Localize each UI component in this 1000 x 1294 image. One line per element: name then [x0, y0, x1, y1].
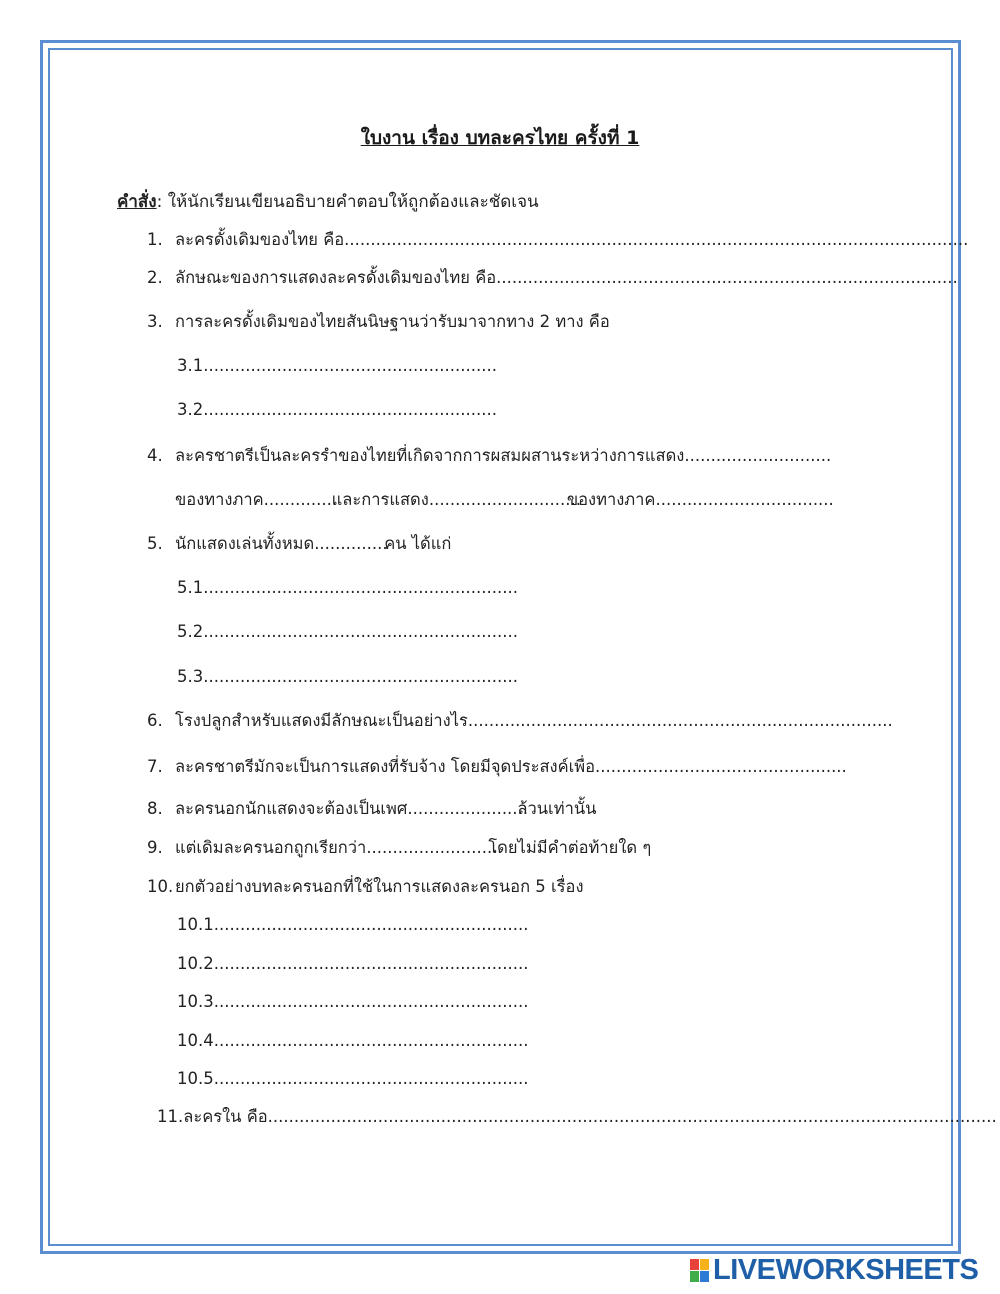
answer-blank[interactable]: ............................................................ [203, 622, 518, 641]
sub-item-10-5 [177, 1068, 529, 1090]
answer-blank[interactable]: ................................................................................. [467, 711, 893, 730]
question-1 [147, 229, 969, 251]
question-text: ล้วนเท่านั้น [517, 799, 597, 818]
question-text: ลักษณะของการแสดงละครดั้งเดิมของไทย คือ [175, 268, 497, 287]
answer-blank[interactable]: .................................. [655, 490, 834, 509]
question-4 [147, 445, 832, 467]
answer-blank[interactable]: ........................................................................................ [496, 268, 958, 287]
sub-item-10-1 [177, 914, 529, 936]
question-9 [147, 837, 651, 859]
sub-item-number: 5.3 [177, 667, 204, 686]
sub-item-10-3 [177, 991, 529, 1013]
answer-blank[interactable]: ............................. [428, 490, 581, 509]
sub-item-number: 5.2 [177, 622, 204, 641]
answer-blank[interactable]: ............................................................ [213, 915, 529, 934]
question-text: การละครดั้งเดิมของไทยสันนิษฐานว่ารับมาจากทาง 2 ทาง คือ [175, 312, 610, 331]
answer-blank[interactable]: ............................................................ [203, 667, 518, 686]
sub-item-number: 10.4 [177, 1031, 214, 1050]
instruction-label: คำสั่ง [117, 192, 157, 212]
liveworksheets-logo[interactable] [690, 1256, 978, 1284]
question-text: ละครนอกนักแสดงจะต้องเป็นเพศ [175, 799, 408, 818]
question-text: ละครชาตรีเป็นละครรำของไทยที่เกิดจากการผสมผสานระหว่างการแสดง [175, 446, 685, 465]
answer-blank[interactable]: ........................................................ [203, 400, 497, 419]
question-number: 8. [147, 799, 163, 818]
question-10 [147, 876, 584, 898]
sub-item-3-1 [177, 355, 497, 377]
question-number: 1. [147, 230, 163, 249]
question-text: ละครชาตรีมักจะเป็นการแสดงที่รับจ้าง โดยมีจุดประสงค์เพื่อ [175, 757, 596, 776]
question-4-continued [175, 489, 834, 511]
question-text: ของทางภาค [566, 490, 656, 509]
sub-item-number: 10.3 [177, 992, 214, 1011]
question-text: ละครดั้งเดิมของไทย คือ [175, 230, 345, 249]
instruction-colon: : [156, 192, 163, 212]
answer-blank[interactable]: ............................................................ [203, 578, 518, 597]
sub-item-number: 3.2 [177, 400, 204, 419]
question-number: 3. [147, 312, 163, 331]
question-number: 5. [147, 534, 163, 553]
question-number: 4. [147, 446, 163, 465]
sub-item-5-3 [177, 666, 518, 688]
answer-blank[interactable]: ....................... [407, 799, 529, 818]
question-text: โดยไม่มีคำต่อท้ายใด ๆ [488, 838, 652, 857]
sub-item-5-2 [177, 621, 518, 643]
sub-item-number: 10.5 [177, 1069, 214, 1088]
question-text: ละครใน คือ [183, 1107, 268, 1126]
sub-item-5-1 [177, 577, 518, 599]
page-border-inner [48, 48, 997, 1246]
question-7 [147, 756, 847, 778]
question-11 [157, 1106, 997, 1128]
question-number: 11. [157, 1107, 184, 1126]
answer-blank[interactable]: .............. [263, 490, 338, 509]
answer-blank[interactable]: ........................................................ [203, 356, 497, 375]
sub-item-number: 5.1 [177, 578, 204, 597]
question-2 [147, 267, 958, 289]
answer-blank[interactable]: ............................................................ [213, 1069, 529, 1088]
question-text: ของทางภาค [175, 490, 264, 509]
worksheet-title: ใบงาน เรื่อง บทละครไทย ครั้งที่ 1 [360, 127, 640, 149]
instruction [117, 188, 539, 215]
question-5 [147, 533, 451, 555]
brand-name: LIVEWORKSHEETS [713, 1254, 979, 1286]
answer-blank[interactable]: ......................... [366, 838, 498, 857]
answer-blank[interactable]: ............................................................ [213, 1031, 529, 1050]
question-3 [147, 311, 610, 333]
answer-blank[interactable]: ................................................ [595, 757, 847, 776]
sub-item-3-2 [177, 399, 497, 421]
question-number: 6. [147, 711, 163, 730]
sub-item-10-2 [177, 953, 529, 975]
instruction-text: ให้นักเรียนเขียนอธิบายคำตอบให้ถูกต้องและชัดเจน [162, 192, 539, 212]
sub-item-number: 10.2 [177, 954, 214, 973]
answer-blank[interactable]: ....................................................................................................................... [344, 230, 969, 249]
question-number: 10. [147, 877, 174, 896]
answer-blank[interactable]: ........................................................................................................................................... [267, 1107, 997, 1126]
sub-item-number: 10.1 [177, 915, 214, 934]
answer-blank[interactable]: ............................ [684, 446, 832, 465]
question-8 [147, 798, 596, 820]
question-number: 9. [147, 838, 163, 857]
question-6 [147, 710, 893, 732]
cube-icon [690, 1259, 709, 1282]
question-text: ยกตัวอย่างบทละครนอกที่ใช้ในการแสดงละครนอก 5 เรื่อง [175, 877, 584, 896]
sub-item-number: 3.1 [177, 356, 204, 375]
question-number: 7. [147, 757, 163, 776]
question-text: นักแสดงเล่นทั้งหมด [175, 534, 315, 553]
sub-item-10-4 [177, 1030, 529, 1052]
question-text: แต่เดิมละครนอกถูกเรียกว่า [175, 838, 367, 857]
question-text: และการแสดง [331, 490, 429, 509]
answer-blank[interactable]: .............. [314, 534, 388, 553]
question-number: 2. [147, 268, 163, 287]
question-text: คน ได้แก่ [384, 534, 452, 553]
answer-blank[interactable]: ............................................................ [213, 992, 529, 1011]
question-text: โรงปลูกสำหรับแสดงมีลักษณะเป็นอย่างไร [175, 711, 468, 730]
answer-blank[interactable]: ............................................................ [213, 954, 529, 973]
